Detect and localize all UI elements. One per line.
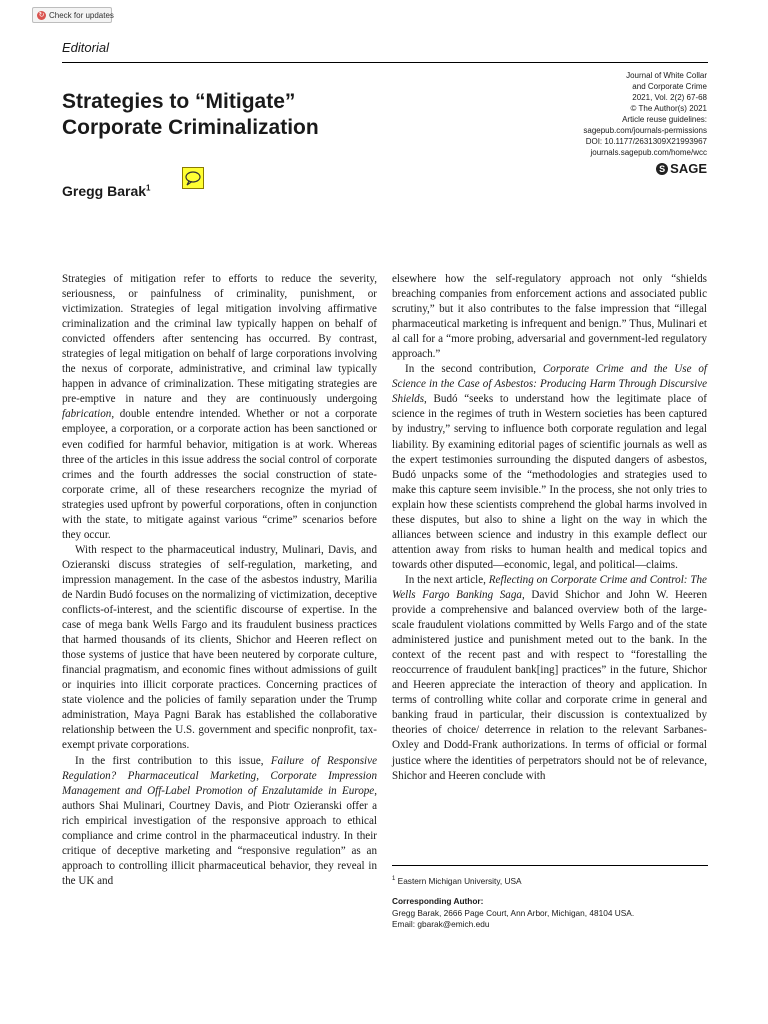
check-for-updates-button[interactable] bbox=[32, 7, 112, 23]
doi-link[interactable]: DOI: 10.1177/2631309X21993967 bbox=[585, 137, 707, 146]
body-paragraph-6: In the next article, Reflecting on Corporate Crime and Control: The Wells Fargo Banking Saga, David Shichor and John W. Heeren provide a comprehensive and balanced overview both of the large-scale fraudulent violations committed by Wells Fargo and of the state administered justice and punishment meted out to the bank. In the context of the recent past and with respect to “forestalling the reoccurrence of fraudulent bank[ing] practices” in the future, Shichor and Heeren appreciate the interaction of theory and application. In terms of controlling white collar and corporate crime in general and banking fraud in particular, their discussion is contextualized by theories of choice/ deterrence in relation to the relevant Sarbanes-Oxley and Dodd-Frank authorizations. In terms of official or formal justice where the identities of perpetrators should not be of relevance, Shichor and Heeren conclude with bbox=[392, 573, 707, 782]
author-name: Gregg Barak bbox=[62, 183, 147, 199]
article-title: Strategies to “Mitigate” Corporate Criminalization bbox=[62, 90, 319, 139]
sage-logo-icon: S bbox=[656, 163, 668, 175]
sticky-note-icon[interactable] bbox=[182, 167, 204, 189]
body-paragraph-3: In the first contribution to this issue, Failure of Responsive Regulation? Pharmaceutical Marketing, Corporate Impression Management and Off-Label Promotion of Enzalutamide in Europe, authors Shai Mulinari, Courtney Davis, and Piotr Ozieranski offer a rich empirical investigation of the responsive approach to ethical compliance and crime control in the pharmaceutical industry. In their critique of deceptive marketing and “responsive regulation” as an approach to controlling illicit pharmaceutical behavior, they reveal in the UK and bbox=[62, 754, 377, 887]
journal-metadata bbox=[583, 70, 707, 158]
header-rule bbox=[62, 62, 708, 63]
corresponding-author-heading: Corresponding Author: bbox=[392, 896, 484, 907]
body-paragraph-5: In the second contribution, Corporate Crime and the Use of Science in the Case of Asbestos: Producing Harm Through Discursive Shields, Budó “seeks to understand how the legitimate place of science in the regimes of truth in Western societies has been captured by industry,” serving to influence both corporate regulation and legal liability. By examining editorial pages of scientific journals as well as the expert testimonies surrounding the disputed dangers of asbestos, Budó unpacks some of the “methodologies and strategies used to make this capture seem invisible.” In the process, she not only tries to explain how these scientists comprehend the global harms involved in these disputes, but also to shine a light on the way in which the alliances between science and industry in this example deflect our attention away from risks to human health and medical topics and towards other disputed—economic, legal, and political—claims. bbox=[392, 363, 707, 571]
body-column-right bbox=[392, 272, 707, 784]
journal-name-line-2: and Corporate Crime bbox=[632, 82, 707, 91]
sage-logo-text: SAGE bbox=[670, 161, 707, 176]
journal-home-link[interactable]: journals.sagepub.com/home/wcc bbox=[590, 148, 707, 157]
body-paragraph-4: elsewhere how the self-regulatory approach not only “shields breaching companies from enforcement actions and associated public scrutiny,” but it also contributes to the false impression that “illegal pharmaceutical marketing is infrequent and benign.” Thus, Mulinari et al call for a “more probing, adversarial and government-led regulatory approach.” bbox=[392, 273, 707, 361]
body-column-left bbox=[62, 272, 377, 889]
journal-name-line-1: Journal of White Collar bbox=[626, 71, 707, 80]
author-line bbox=[62, 183, 151, 199]
journal-volume: 2021, Vol. 2(2) 67-68 bbox=[632, 93, 707, 102]
footnotes bbox=[392, 874, 708, 931]
corresponding-email[interactable]: Email: gbarak@emich.edu bbox=[392, 919, 490, 930]
footnote-rule bbox=[392, 865, 708, 866]
body-paragraph-1: Strategies of mitigation refer to efforts to reduce the severity, seriousness, or painfulness of criminality, punishment, or victimization. Strategies of legal mitigation involving affirmative criminalization and the criminal law typically happen on behalf of convicted offenders after sentencing has occurred. By contrast, strategies of legal mitigation on behalf of large corporations involving the nexus of corporate, administrative, and criminal law typically happen in advance of criminalization. These mitigating strategies are pre-emptive in nature and they are continuously undergoing fabrication, double entendre intended. Whether or not a corporate employee, a corporation, or a corporate action has been sanctioned or even codified for harmful behavior, mitigation is at work. Whereas three of the articles in this issue address the social control of corporate crimes and the fourth addresses the social construction of state-corporate crime, all of these researchers recognize the myriad of strategies used upfront by powerful corporations, often in conjunction with the state, to mitigate against various “crime” scenarios before they occur. bbox=[62, 273, 377, 541]
check-for-updates-label: Check for updates bbox=[49, 11, 114, 20]
sage-logo bbox=[656, 161, 707, 176]
refresh-check-icon: ↻ bbox=[38, 12, 45, 19]
reuse-guidelines-label: Article reuse guidelines: bbox=[622, 115, 707, 124]
body-paragraph-2: With respect to the pharmaceutical industry, Mulinari, Davis, and Ozieranski discuss strategies of self-regulation, marketing, and impression management. In the case of the asbestos industry, Marilia de Nardin Budó focuses on the normalizing of victimization, deceptive conflicts-of-interest, and the scientific discourse of expertise. In the case of mega bank Wells Fargo and its fraudulent business practices that harmed thousands of its clients, Shichor and Heeren reflect on those systems of justice that have been neutered by corporate culture, financial pragmatism, and economic fines without admissions of guilt or inquiries into illicit corporate practices. Concerning practices of state violence and the policies of family separation under the Trump administration, Maya Pagni Barak has established the collaborative relationship between the U.S. government and specific nonprofit, tax-exempt private corporations. bbox=[62, 543, 377, 752]
section-label: Editorial bbox=[62, 40, 109, 55]
author-affiliation-marker: 1 bbox=[146, 183, 151, 193]
copyright: © The Author(s) 2021 bbox=[630, 104, 707, 113]
affiliation-note: $^1$ Eastern Michigan University, USA bbox=[392, 875, 522, 886]
permissions-link[interactable]: sagepub.com/journals-permissions bbox=[583, 126, 707, 135]
corresponding-address: Gregg Barak, 2666 Page Court, Ann Arbor, Michigan, 48104 USA. bbox=[392, 907, 635, 918]
